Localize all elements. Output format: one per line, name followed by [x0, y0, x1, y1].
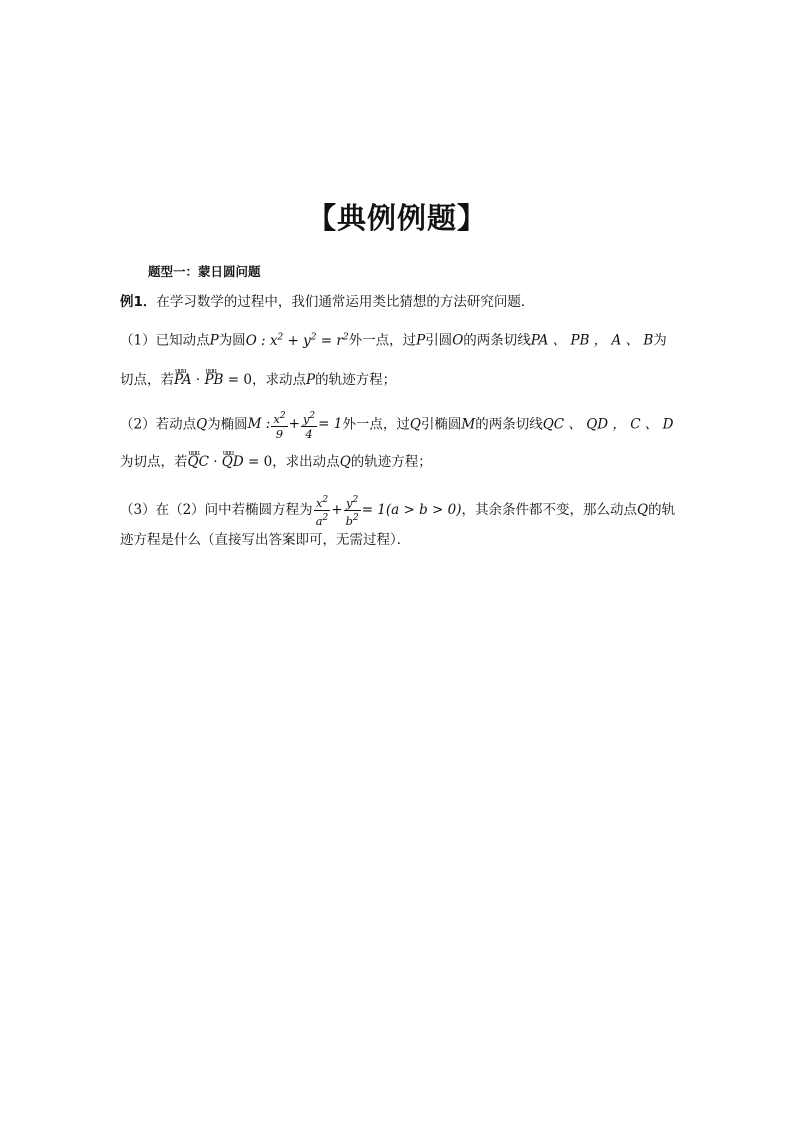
circle-equation: O : $x^2 + y^2 = r^2$: [245, 332, 349, 349]
part2-line1: （2）若动点Q为椭圆M : $\frac{x^2}{9}$ + $\frac{y^2}{4}$ = 1外一点，过Q引椭圆M的两条切线QC 、 QD ， C 、 D: [120, 411, 674, 441]
example-intro-line: [120, 292, 534, 312]
part3-line2: 迹方程是什么（直接写出答案即可，无需过程）．: [120, 532, 411, 548]
page-title: 【典例例题】: [306, 201, 487, 235]
part3-line1: （3）在（2）问中若椭圆方程为 $\frac{x^2}{a^2}$ + $\frac{y^2}{b^2}$ = 1(a > b > 0)，其余条件都不变，那么动点Q的轨: [120, 495, 676, 528]
ellipse-equation: M : $\frac{x^2}{9}$ + $\frac{y^2}{4}$ = 1: [247, 411, 343, 441]
part2-line2: 为切点，若uuu QC · uuu QD = 0，求出动点Q的轨迹方程；: [120, 452, 432, 472]
example-intro: 在学习数学的过程中，我们通常运用类比猜想的方法研究问题．: [156, 294, 535, 310]
general-ellipse-equation: $\frac{x^2}{a^2}$ + $\frac{y^2}{b^2}$ = 1(a > b > 0): [315, 495, 462, 528]
section-heading: 题型一：蒙日圆问题: [148, 264, 261, 279]
example-label: 例1．: [120, 294, 157, 310]
part1-line2: 切点，若uuu PA · uuu PB = 0，求动点P的轨迹方程；: [120, 370, 396, 390]
tangent-lines: PA 、 PB ， A 、 B: [530, 332, 654, 349]
part1-line1: （1）已知动点P为圆O : $x^2 + y^2 = r^2$外一点，过P引圆O的两条切线PA 、 PB ， A 、 B为: [120, 332, 667, 349]
dot-product-condition-2: uuu QC · uuu QD = 0: [188, 454, 273, 470]
dot-product-condition: uuu PA · uuu PB = 0: [174, 372, 252, 388]
